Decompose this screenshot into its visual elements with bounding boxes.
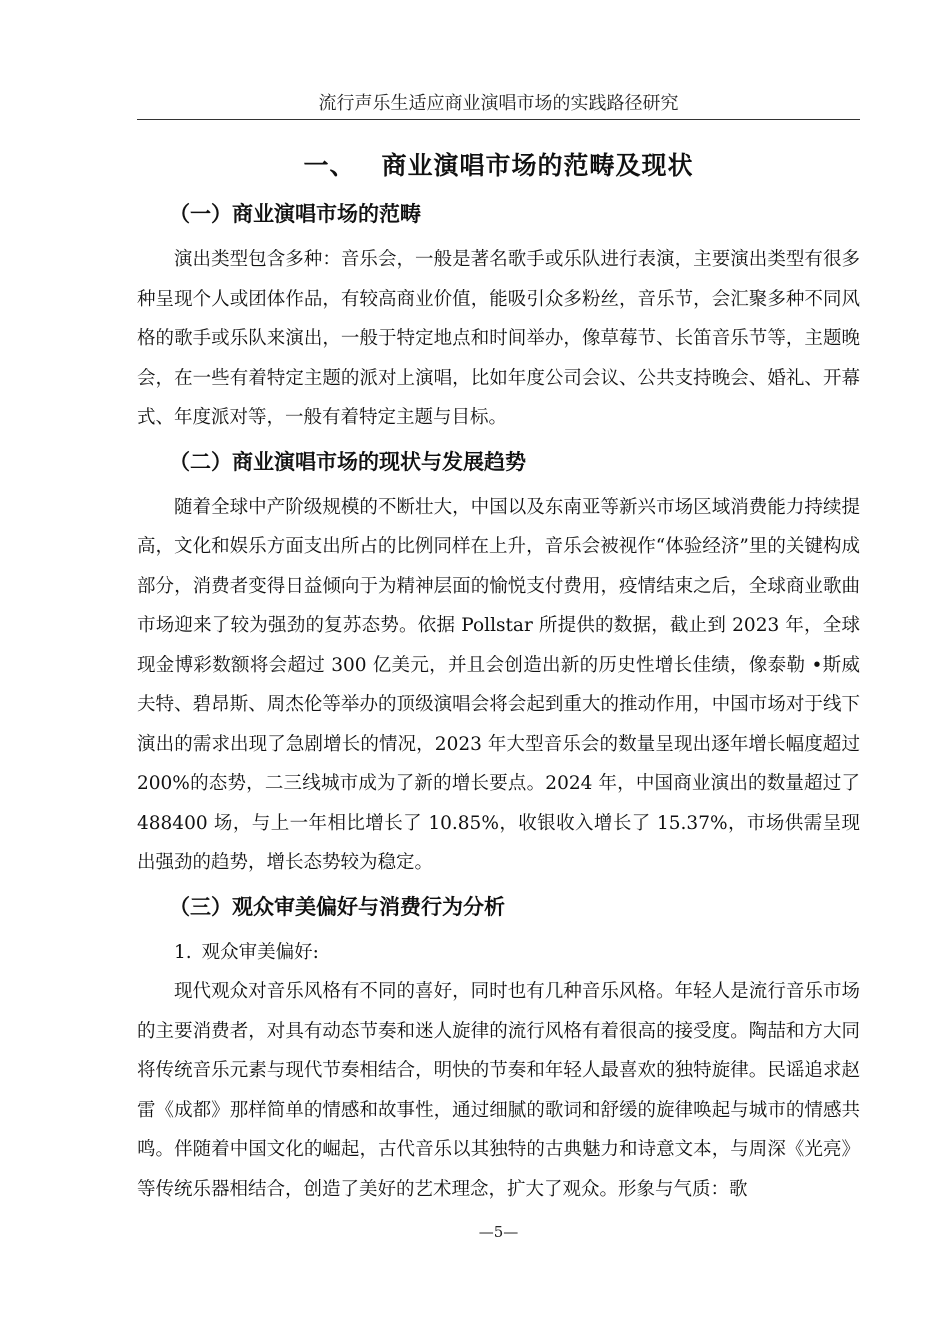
paragraph-status-trends: 随着全球中产阶级规模的不断壮大，中国以及东南亚等新兴市场区域消费能力持续提高，文化和娱乐方面支出所占的比例同样在上升，音乐会被视作“体验经济”里的关键构成部分，消费者变得日益倾向于为精神层面的愉悦支付费用，疫情结束之后，全球商业歌曲市场迎来了较为强劲的复苏态势。依据 Pollstar 所提供的数据，截止到 2023 年，全球现金博彩数额将会超过 300 亿美元，并且会创造出新的历史性增长佳绩，像泰勒 •斯威夫特、碧昂斯、周杰伦等举办的顶级演唱会将会起到重大的推动作用，中国市场对于线下演出的需求出现了急剧增长的情况，2023 年大型音乐会的数量呈现出逐年增长幅度超过 200%的态势，二三线城市成为了新的增长要点。2024 年，中国商业演出的数量超过了 488400 场，与上一年相比增长了 10.85%，收银收入增长了 15.37%，市场供需呈现出强劲的趋势，增长态势较为稳定。	[137, 496, 860, 873]
list-item-label: 观众审美偏好:	[201, 941, 319, 963]
paragraph-scope: 演出类型包含多种：音乐会，一般是著名歌手或乐队进行表演，主要演出类型有很多种呈现个人或团体作品，有较高商业价值，能吸引众多粉丝，音乐节，会汇聚多种不同风格的歌手或乐队来演出，一般于特定地点和时间举办，像草莓节、长笛音乐节等，主题晚会，在一些有着特定主题的派对上演唱，比如年度公司会议、公共支持晚会、婚礼、开幕式、年度派对等，一般有着特定主题与目标。	[137, 249, 860, 428]
list-item-number: 1.	[174, 941, 192, 963]
subsection-heading-scope: （一）商业演唱市场的范畴	[169, 202, 421, 226]
section-number: 一、	[303, 151, 356, 180]
subsection-heading-status-trends: （二）商业演唱市场的现状与发展趋势	[169, 449, 526, 474]
section-title	[137, 146, 860, 186]
subsection-heading-audience: （三）观众审美偏好与消费行为分析	[169, 894, 505, 919]
page-content	[137, 140, 860, 1209]
paragraph-audience: 现代观众对音乐风格有不同的喜好，同时也有几种音乐风格。年轻人是流行音乐市场的主要消费者，对具有动态节奏和迷人旋律的流行风格有着很高的接受度。陶喆和方大同将传统音乐元素与现代节奏相结合，明快的节奏和年轻人最喜欢的独特旋律。民谣追求赵雷《成都》那样简单的情感和故事性，通过细腻的歌词和舒缓的旋律唤起与城市的情感共鸣。伴随着中国文化的崛起，古代音乐以其独特的古典魅力和诗意文本，与周深《光亮》等传统乐器相结合，创造了美好的艺术理念，扩大了观众。形象与气质：歌	[137, 981, 860, 1200]
running-header-title: 流行声乐生适应商业演唱市场的实践路径研究	[318, 93, 679, 114]
header-divider	[137, 119, 860, 120]
page-number: —5—	[478, 1223, 519, 1241]
list-item-aesthetic-preference	[137, 933, 860, 973]
section-title-text: 商业演唱市场的范畴及现状	[381, 151, 694, 180]
